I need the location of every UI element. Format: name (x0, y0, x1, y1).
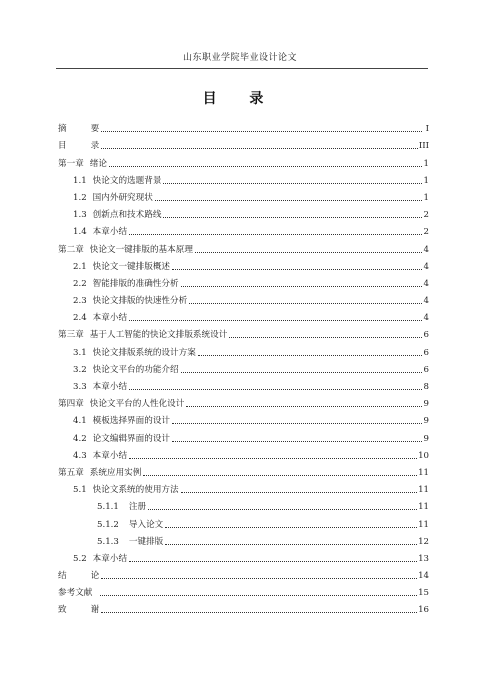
toc-entry-label (97, 520, 164, 530)
toc-entry-label (73, 176, 162, 186)
toc-entry-number: 4.1 (73, 416, 87, 427)
toc-entry-title: 快论文的选题背景 (92, 175, 162, 186)
leader-dots (165, 526, 417, 528)
toc-entry[interactable] (58, 306, 429, 323)
toc-entry-number: 第五章 (58, 467, 84, 478)
leader-dots (163, 182, 422, 184)
toc-title: 目 录 (202, 91, 278, 107)
toc-entry-title: 快论文平台的功能介绍 (92, 364, 179, 375)
toc-entry-title: 快论文平台的人性化设计 (89, 399, 185, 410)
leader-dots (129, 560, 417, 562)
toc-entry-title: 要 (90, 124, 100, 135)
toc-entry-number: 4.3 (73, 450, 87, 461)
toc-entry[interactable] (58, 426, 429, 443)
leader-dots (195, 251, 422, 253)
toc-entry[interactable] (58, 581, 429, 598)
toc-entry-number: 3.1 (73, 347, 87, 358)
toc-entry-page: 4 (423, 313, 429, 324)
leader-dots (101, 577, 417, 579)
toc-entry-number: 参考文献 (58, 588, 93, 599)
leader-dots (163, 216, 422, 218)
toc-entry-label (58, 468, 142, 478)
toc-entry-number: 5.1.3 (97, 536, 119, 547)
toc-entry-label (73, 451, 128, 461)
toc-entry-number: 致 (58, 605, 67, 616)
toc-entry-page: 1 (423, 192, 429, 203)
toc-entry-label (58, 605, 100, 615)
toc-entry[interactable] (58, 117, 429, 134)
toc-entry[interactable] (58, 255, 429, 272)
toc-entry-label (73, 210, 162, 220)
toc-entry-label (58, 141, 100, 151)
toc-entry-page: 12 (418, 536, 429, 547)
toc-entry-number: 1.3 (73, 210, 87, 221)
toc-entry-page: 14 (418, 571, 429, 582)
toc-entry-page: 11 (418, 485, 429, 496)
leader-dots (172, 268, 422, 270)
table-of-contents (58, 117, 429, 615)
leader-dots (129, 388, 422, 390)
leader-dots (181, 371, 422, 373)
toc-entry-title: 本章小结 (92, 382, 128, 392)
toc-entry[interactable] (58, 289, 429, 306)
toc-entry-number: 第四章 (58, 399, 84, 410)
toc-entry-title: 模板选择界面的设计 (92, 416, 171, 427)
leader-dots (129, 457, 417, 459)
toc-entry[interactable] (58, 169, 429, 186)
leader-dots (101, 611, 417, 613)
toc-entry-number: 第三章 (58, 330, 84, 341)
toc-entry-title: 导入论文 (128, 519, 164, 530)
toc-entry-page: 9 (423, 416, 429, 427)
toc-entry-page: 1 (423, 175, 429, 186)
toc-entry[interactable] (58, 151, 429, 168)
leader-dots (148, 508, 417, 510)
toc-entry-number: 2.2 (73, 278, 87, 289)
toc-entry-number: 2.1 (73, 261, 87, 272)
toc-entry-number: 1.1 (73, 175, 87, 186)
toc-entry-number: 3.2 (73, 364, 87, 375)
toc-entry[interactable] (58, 237, 429, 254)
toc-entry-page: 2 (423, 227, 429, 238)
toc-entry-page: 1 (423, 158, 429, 169)
toc-entry-number: 2.4 (73, 313, 87, 324)
toc-entry[interactable] (58, 203, 429, 220)
toc-entry-label (97, 502, 147, 512)
toc-entry-number: 1.4 (73, 227, 87, 238)
leader-dots (100, 594, 417, 596)
toc-entry-title: 注册 (128, 502, 147, 513)
toc-entry-label (58, 159, 108, 169)
toc-entry-title: 本章小结 (92, 450, 128, 461)
toc-entry-title: 快论文一键排版的基本原理 (89, 244, 193, 255)
toc-entry-label (73, 279, 180, 289)
toc-entry[interactable] (58, 409, 429, 426)
toc-entry[interactable] (58, 272, 429, 289)
toc-entry-number: 5.2 (73, 553, 87, 564)
toc-entry-label (73, 434, 171, 444)
toc-entry-page: 9 (423, 399, 429, 410)
toc-entry-label (73, 227, 128, 237)
toc-entry-number: 结 (58, 571, 67, 582)
toc-entry-page: 9 (423, 433, 429, 444)
toc-entry-title: 基于人工智能的快论文排版系统设计 (89, 330, 228, 341)
toc-entry-label (58, 245, 194, 255)
toc-entry-page: 6 (423, 364, 429, 375)
toc-entry-label (73, 193, 154, 203)
toc-entry-title: 谢 (90, 605, 100, 616)
toc-entry-label (58, 330, 228, 340)
toc-entry[interactable] (58, 323, 429, 340)
toc-entry[interactable] (58, 392, 429, 409)
leader-dots (155, 199, 422, 201)
toc-entry-label (58, 588, 99, 598)
toc-entry-page: 4 (423, 278, 429, 289)
toc-entry[interactable] (58, 444, 429, 461)
toc-entry-number: 2.3 (73, 296, 87, 307)
toc-entry-title: 论文编辑界面的设计 (92, 433, 171, 444)
toc-entry-label (73, 416, 171, 426)
toc-entry[interactable] (58, 512, 429, 529)
toc-entry-number: 第一章 (58, 158, 84, 169)
toc-entry-number: 3.3 (73, 382, 87, 392)
toc-entry-title: 绪论 (89, 158, 107, 169)
leader-dots (129, 319, 422, 321)
toc-entry[interactable] (58, 530, 429, 547)
toc-entry-page: 13 (418, 553, 429, 564)
toc-entry[interactable] (58, 461, 429, 478)
toc-entry-title: 本章小结 (92, 227, 128, 238)
toc-entry[interactable] (58, 598, 429, 615)
toc-entry[interactable] (58, 547, 429, 564)
toc-entry[interactable] (58, 375, 429, 392)
toc-entry-number: 1.2 (73, 192, 87, 203)
toc-entry-label (73, 348, 197, 358)
toc-entry-title: 录 (90, 141, 100, 152)
toc-entry-page: 15 (418, 588, 429, 599)
toc-entry-label (73, 485, 180, 495)
leader-dots (186, 405, 422, 407)
toc-entry[interactable] (58, 495, 429, 512)
toc-entry-label (58, 571, 100, 581)
toc-entry-page: 10 (418, 450, 429, 461)
toc-entry-page: 8 (423, 382, 429, 392)
toc-entry[interactable] (58, 186, 429, 203)
leader-dots (172, 440, 422, 442)
toc-entry-label (73, 365, 180, 375)
toc-entry-label (58, 399, 185, 409)
leader-dots (101, 147, 418, 149)
toc-entry[interactable] (58, 340, 429, 357)
leader-dots (109, 165, 422, 167)
toc-entry-number: 5.1 (73, 485, 87, 496)
toc-entry-page: 11 (418, 519, 429, 530)
leader-dots (143, 474, 417, 476)
leader-dots (181, 491, 417, 493)
toc-entry-label (73, 382, 128, 392)
toc-entry-title: 一键排版 (128, 536, 164, 547)
toc-entry-page: I (425, 124, 429, 135)
toc-entry-page: 16 (418, 605, 429, 616)
toc-entry[interactable] (58, 134, 429, 151)
toc-entry-title: 系统应用实例 (89, 467, 142, 478)
toc-entry-number: 5.1.1 (97, 502, 119, 513)
toc-entry-label (73, 313, 128, 323)
toc-entry-title: 本章小结 (92, 553, 128, 564)
toc-entry[interactable] (58, 564, 429, 581)
toc-entry[interactable] (58, 358, 429, 375)
toc-entry[interactable] (58, 220, 429, 237)
page-header: 山东职业学院毕业设计论文 (182, 53, 297, 63)
toc-entry-title: 快论文系统的使用方法 (92, 485, 179, 496)
toc-entry-title: 国内外研究现状 (92, 192, 153, 203)
toc-entry-label (73, 554, 128, 564)
toc-entry-title: 论 (90, 571, 100, 582)
toc-entry-title: 快论文一键排版概述 (92, 261, 171, 272)
leader-dots (172, 422, 422, 424)
leader-dots (198, 354, 422, 356)
toc-entry-title: 快论文排版系统的设计方案 (92, 347, 196, 358)
toc-entry-page: III (418, 141, 429, 152)
toc-entry-title: 快论文排版的快速性分析 (92, 296, 188, 307)
leader-dots (189, 302, 422, 304)
toc-entry-number: 目 (58, 141, 67, 152)
leader-dots (165, 543, 417, 545)
toc-entry-number: 5.1.2 (97, 519, 119, 530)
toc-entry-page: 6 (423, 330, 429, 341)
toc-entry-label (97, 537, 164, 547)
toc-entry-number: 摘 (58, 124, 67, 135)
leader-dots (229, 336, 422, 338)
toc-entry-number: 第二章 (58, 244, 84, 255)
toc-entry-page: 2 (423, 210, 429, 221)
leader-dots (101, 130, 422, 132)
toc-entry-title: 本章小结 (92, 313, 128, 324)
toc-entry-page: 11 (418, 467, 429, 478)
leader-dots (181, 285, 422, 287)
toc-entry-page: 6 (423, 347, 429, 358)
toc-entry-page: 4 (423, 261, 429, 272)
toc-entry-title: 创新点和技术路线 (92, 210, 162, 221)
toc-entry-title: 智能排版的准确性分析 (92, 278, 179, 289)
toc-entry-page: 4 (423, 296, 429, 307)
toc-entry-label (73, 296, 188, 306)
header-rule (56, 68, 428, 69)
toc-entry-number: 4.2 (73, 433, 87, 444)
toc-entry-page: 11 (418, 502, 429, 513)
toc-entry-label (58, 124, 100, 134)
toc-entry-page: 4 (423, 244, 429, 255)
leader-dots (129, 233, 422, 235)
toc-entry-label (73, 262, 171, 272)
toc-entry[interactable] (58, 478, 429, 495)
